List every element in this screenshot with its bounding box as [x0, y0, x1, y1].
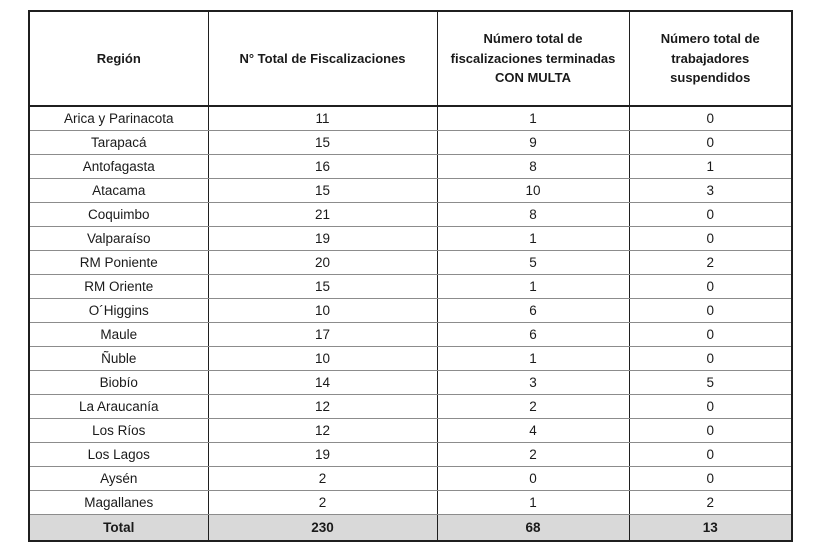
- table-row: [29, 346, 792, 370]
- total-cell: 10: [208, 346, 437, 370]
- region-cell: O´Higgins: [29, 298, 208, 322]
- con-multa-cell: 5: [437, 250, 629, 274]
- suspendidos-cell: 3: [629, 178, 792, 202]
- suspendidos-cell: 0: [629, 418, 792, 442]
- con-multa-cell: 0: [437, 466, 629, 490]
- con-multa-cell: 6: [437, 298, 629, 322]
- table-row: [29, 490, 792, 514]
- total-row-con-multa: 68: [437, 514, 629, 541]
- table-row: [29, 466, 792, 490]
- table-row: [29, 442, 792, 466]
- total-cell: 11: [208, 106, 437, 130]
- con-multa-cell: 10: [437, 178, 629, 202]
- total-cell: 15: [208, 130, 437, 154]
- fiscalizaciones-table: [28, 10, 793, 542]
- suspendidos-cell: 0: [629, 274, 792, 298]
- region-cell: Los Ríos: [29, 418, 208, 442]
- table-row: [29, 298, 792, 322]
- con-multa-cell: 2: [437, 442, 629, 466]
- region-cell: Ñuble: [29, 346, 208, 370]
- con-multa-cell: 8: [437, 154, 629, 178]
- table-row: [29, 106, 792, 130]
- region-cell: RM Oriente: [29, 274, 208, 298]
- region-cell: Aysén: [29, 466, 208, 490]
- header-row: [29, 11, 792, 106]
- total-cell: 2: [208, 490, 437, 514]
- table-row: [29, 394, 792, 418]
- region-cell: Magallanes: [29, 490, 208, 514]
- suspendidos-cell: 5: [629, 370, 792, 394]
- col-header-trabajadores-suspendidos: Número total de trabajadores suspendidos: [629, 11, 792, 106]
- region-cell: Antofagasta: [29, 154, 208, 178]
- table-row: [29, 202, 792, 226]
- region-cell: Maule: [29, 322, 208, 346]
- total-cell: 20: [208, 250, 437, 274]
- region-cell: Los Lagos: [29, 442, 208, 466]
- con-multa-cell: 1: [437, 226, 629, 250]
- con-multa-cell: 1: [437, 490, 629, 514]
- con-multa-cell: 8: [437, 202, 629, 226]
- col-header-region: Región: [29, 11, 208, 106]
- suspendidos-cell: 0: [629, 466, 792, 490]
- con-multa-cell: 1: [437, 106, 629, 130]
- total-cell: 19: [208, 442, 437, 466]
- suspendidos-cell: 0: [629, 106, 792, 130]
- table-row: [29, 370, 792, 394]
- suspendidos-cell: 0: [629, 226, 792, 250]
- total-cell: 14: [208, 370, 437, 394]
- total-row: [29, 514, 792, 541]
- total-cell: 16: [208, 154, 437, 178]
- total-row-suspendidos: 13: [629, 514, 792, 541]
- suspendidos-cell: 0: [629, 394, 792, 418]
- total-row-total: 230: [208, 514, 437, 541]
- suspendidos-cell: 0: [629, 130, 792, 154]
- suspendidos-cell: 2: [629, 490, 792, 514]
- con-multa-cell: 9: [437, 130, 629, 154]
- con-multa-cell: 6: [437, 322, 629, 346]
- suspendidos-cell: 0: [629, 322, 792, 346]
- table-row: [29, 130, 792, 154]
- con-multa-cell: 2: [437, 394, 629, 418]
- con-multa-cell: 3: [437, 370, 629, 394]
- suspendidos-cell: 0: [629, 442, 792, 466]
- region-cell: RM Poniente: [29, 250, 208, 274]
- table-body: [29, 106, 792, 541]
- suspendidos-cell: 0: [629, 346, 792, 370]
- suspendidos-cell: 0: [629, 202, 792, 226]
- total-cell: 17: [208, 322, 437, 346]
- suspendidos-cell: 0: [629, 298, 792, 322]
- region-cell: Arica y Parinacota: [29, 106, 208, 130]
- con-multa-cell: 1: [437, 274, 629, 298]
- region-cell: Tarapacá: [29, 130, 208, 154]
- table-row: [29, 418, 792, 442]
- table-header: [29, 11, 792, 106]
- total-cell: 12: [208, 418, 437, 442]
- total-row-label: Total: [29, 514, 208, 541]
- con-multa-cell: 1: [437, 346, 629, 370]
- total-cell: 10: [208, 298, 437, 322]
- table-row: [29, 154, 792, 178]
- table-row: [29, 250, 792, 274]
- table-row: [29, 322, 792, 346]
- suspendidos-cell: 1: [629, 154, 792, 178]
- total-cell: 2: [208, 466, 437, 490]
- total-cell: 15: [208, 178, 437, 202]
- suspendidos-cell: 2: [629, 250, 792, 274]
- total-cell: 15: [208, 274, 437, 298]
- col-header-total-fiscalizaciones: N° Total de Fiscalizaciones: [208, 11, 437, 106]
- region-cell: Atacama: [29, 178, 208, 202]
- total-cell: 12: [208, 394, 437, 418]
- table-row: [29, 178, 792, 202]
- region-cell: Biobío: [29, 370, 208, 394]
- region-cell: Coquimbo: [29, 202, 208, 226]
- region-cell: La Araucanía: [29, 394, 208, 418]
- col-header-con-multa: Número total de fiscalizaciones terminadas CON MULTA: [437, 11, 629, 106]
- region-cell: Valparaíso: [29, 226, 208, 250]
- table-row: [29, 274, 792, 298]
- total-cell: 19: [208, 226, 437, 250]
- con-multa-cell: 4: [437, 418, 629, 442]
- table-row: [29, 226, 792, 250]
- total-cell: 21: [208, 202, 437, 226]
